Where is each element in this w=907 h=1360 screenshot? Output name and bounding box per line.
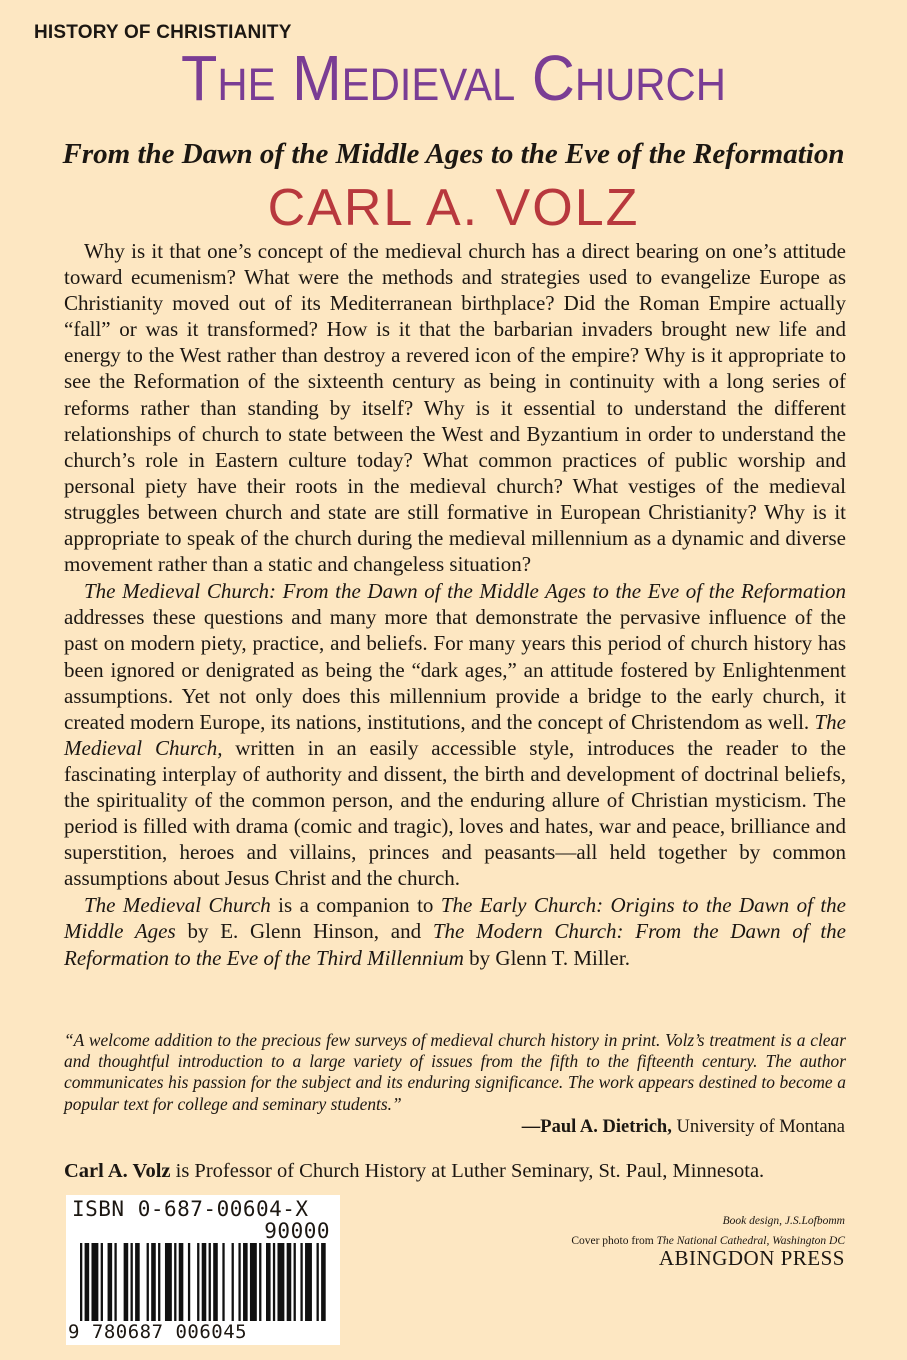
price-code: 90000 [264,1219,330,1243]
endorser-name: —Paul A. Dietrich, [521,1117,672,1137]
series-label: HISTORY OF CHRISTIANITY [34,22,292,43]
description-paragraph-2: The Medieval Church: From the Dawn of the Middle Ages to the Eve of the Reformation addresses these questions and many more that demonstrate the pervasive influence of the past on modern piety, practice, and beliefs. For many years this period of church history has been ignored or denigrated as being the “dark ages,” an attitude fostered by Enlightenment assumptions. Yet not only does this millennium provide a bridge to the early church, it created modern Europe, its nations, institutions, and the concept of Christendom as well. The Medieval Church, written in an easily accessible style, introduces the reader to the fascinating interplay of authority and dissent, the birth and development of doctrinal beliefs, the spirituality of the common person, and the enduring allure of Christian mysticism. The period is filled with drama (comic and tragic), loves and hates, war and peace, brilliance and superstition, heroes and villains, princes and peasants—all held together by common assumptions about Jesus Christ and the church. [64,579,846,891]
barcode-bars-icon [80,1243,328,1321]
quote-attribution [522,1117,845,1138]
author-bio-text: is Professor of Church History at Luther Seminary, St. Paul, Minnesota. [170,1160,765,1182]
description-paragraph-3: The Medieval Church is a companion to The Early Church: Origins to the Dawn of the Middle Ages by E. Glenn Hinson, and The Modern Church: From the Dawn of the Reformation to the Eve of the Third Millennium by Glenn T. Miller. [64,893,846,970]
book-title: The Medieval Church [181,42,726,114]
cover-photo-credit: Cover photo from The National Cathedral, Washington DC [571,1235,845,1247]
quote-text: “A welcome addition to the precious few surveys of medieval church history in print. Volz’s treatment is a clear and thoughtful introduction to a large variety of issues from the fifth to the fifteenth century. The author communicates his passion for the subject and its enduring significance. The work appears destined to become a popular text for college and seminary students.” [64,1030,846,1114]
design-credits [571,1211,845,1251]
book-subtitle: From the Dawn of the Middle Ages to the Eve of the Reformation [62,138,845,170]
book-design-credit: Book design, J.S.Lofbomm [722,1215,845,1227]
book-title-reference: The Medieval Church, [64,709,846,760]
isbn-barcode [66,1195,340,1345]
publisher-name: ABINGDON PRESS [658,1246,845,1270]
description-body [64,238,846,971]
book-title-reference: The Medieval Church [84,893,271,918]
book-author: CARL A. VOLZ [267,179,640,237]
ean-number: 9 780687 006045 [68,1321,248,1343]
endorser-affiliation: University of Montana [671,1117,845,1137]
author-bio [64,1160,864,1183]
endorsement-quote [64,1030,846,1115]
companion-title-reference: The Early Church: Origins to the Dawn of the Middle Ages [64,893,846,944]
description-paragraph-1: Why is it that one’s concept of the medieval church has a direct bearing on one’s attitude toward ecumenism? What were the methods and strategies used to evangelize Europe as Christianity moved out of its Mediterranean birthplace? Did the Roman Empire actually “fall” or was it transformed? How is it that the barbarian invaders brought new life and energy to the West rather than destroy a revered icon of the empire? Why is it appropriate to see the Reformation of the sixteenth century as being in continuity with a long series of reforms rather than standing by itself? Why is it essential to understand the different relationships of church to state between the West and Byzantium in order to understand the church’s role in Eastern culture today? What common practices of public worship and personal piety have their roots in the medieval church? What vestiges of the medieval struggles between church and state are still formative in European Christianity? Why is it appropriate to speak of the church during the medieval millennium as a dynamic and diverse movement rather than a static and changeless situation? [64,239,846,577]
author-bio-name: Carl A. Volz [64,1160,171,1182]
companion-title-reference: The Modern Church: From the Dawn of the Reformation to the Eve of the Third Millennium [64,919,846,970]
book-title-reference: The Medieval Church: From the Dawn of the Middle Ages to the Eve of the Reformation [84,579,846,604]
isbn-number: ISBN 0-687-00604-X [72,1197,309,1221]
